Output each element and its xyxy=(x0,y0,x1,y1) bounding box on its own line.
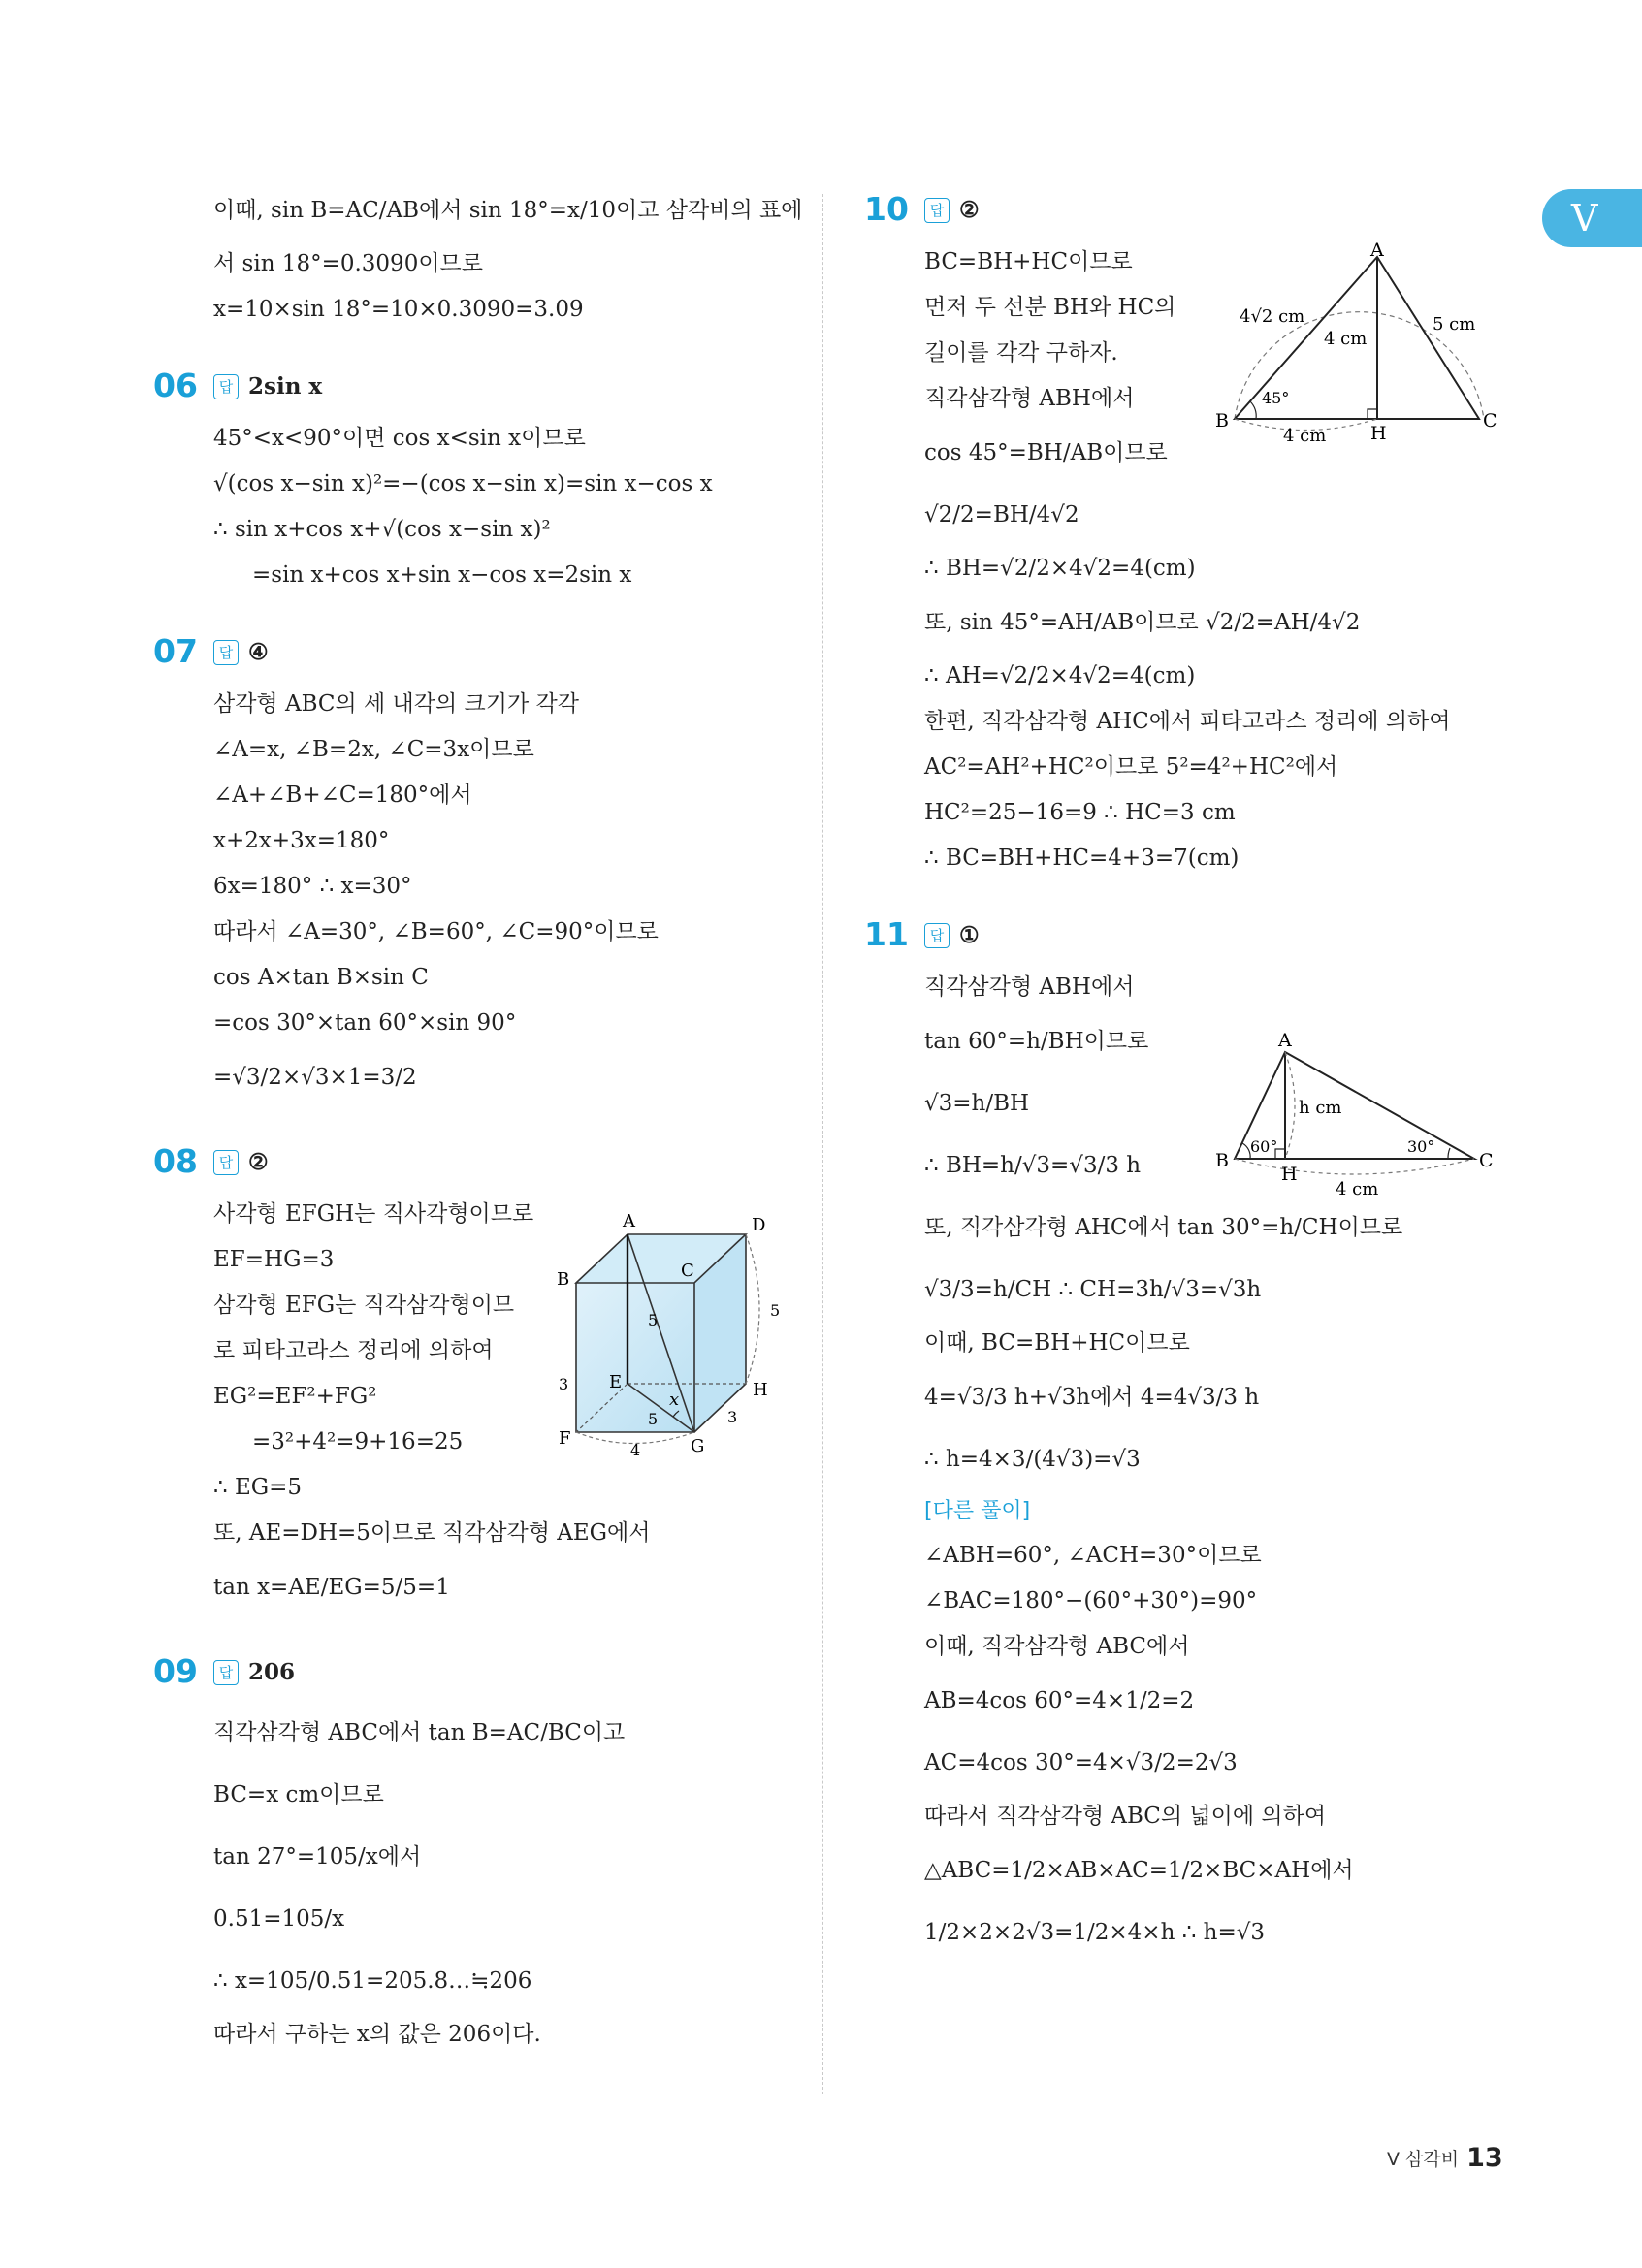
problem-07-header xyxy=(153,622,795,682)
solution-line: ∴ BH=√2/2×4√2=4(cm) xyxy=(924,556,1196,581)
answer-value: ② xyxy=(248,1149,269,1175)
solution-line: 삼각형 ABC의 세 내각의 크기가 각각 xyxy=(213,691,579,717)
problem-09-header xyxy=(153,1642,795,1702)
intro-line: 서 sin 18°=0.3090이므로 xyxy=(213,251,483,276)
solution-line: 45°<x<90°이면 cos x<sin x이므로 xyxy=(213,426,586,451)
solution-line: 길이를 각각 구하자. xyxy=(924,340,1118,366)
intro-line: x=10×sin 18°=10×0.3090=3.09 xyxy=(213,297,584,322)
solution-line: tan 60°=h/BH이므로 xyxy=(924,1029,1149,1054)
intro-line: 이때, sin B=AC/AB에서 sin 18°=x/10이고 삼각비의 표에 xyxy=(213,198,803,223)
solution-line: 또, sin 45°=AH/AB이므로 √2/2=AH/4√2 xyxy=(924,610,1361,635)
label-vertex-h: H xyxy=(1281,1164,1298,1185)
footer-page-number: 13 xyxy=(1466,2143,1503,2173)
triangle-figure-11 xyxy=(1207,1023,1498,1207)
label-length-fg: 4 xyxy=(630,1441,641,1459)
solution-line: AB=4cos 60°=4×1/2=2 xyxy=(924,1688,1195,1713)
label-side-ah: 4 cm xyxy=(1324,329,1368,349)
solution-line: 사각형 EFGH는 직사각형이므로 xyxy=(213,1201,534,1227)
answer-value: ② xyxy=(959,197,980,223)
solution-line: △ABC=1/2×AB×AC=1/2×BC×AH에서 xyxy=(924,1858,1354,1883)
label-vertex-a: A xyxy=(623,1211,635,1231)
problem-number: 06 xyxy=(153,367,198,404)
ah-brace xyxy=(1285,1052,1295,1159)
dh-brace xyxy=(746,1234,759,1384)
solution-line: 0.51=105/x xyxy=(213,1906,345,1932)
label-vertex-a: A xyxy=(1370,242,1384,261)
solution-line: ∴ sin x+cos x+√(cos x−sin x)² xyxy=(213,517,551,542)
solution-line: cos A×tan B×sin C xyxy=(213,965,429,990)
answer-badge: 답 xyxy=(213,640,239,665)
label-side-ab: 4√2 cm xyxy=(1240,306,1305,327)
problem-10-header xyxy=(864,179,1477,240)
solution-line: HC²=25−16=9 ∴ HC=3 cm xyxy=(924,800,1236,825)
solution-line: x+2x+3x=180° xyxy=(213,828,390,853)
solution-line: BC=BH+HC이므로 xyxy=(924,249,1133,274)
solution-line: tan 27°=105/x에서 xyxy=(213,1844,422,1869)
label-length-ag: 5 xyxy=(648,1311,659,1329)
solution-line: =3²+4²=9+16=25 xyxy=(252,1429,464,1454)
solution-line: 로 피타고라스 정리에 의하여 xyxy=(213,1338,494,1363)
angle-b-arc xyxy=(1242,1143,1250,1159)
label-vertex-b: B xyxy=(557,1269,570,1290)
label-length-ef: 3 xyxy=(559,1375,569,1393)
solution-line: 이때, 직각삼각형 ABC에서 xyxy=(924,1634,1190,1659)
answer-value: ④ xyxy=(248,639,269,665)
angle-b-arc xyxy=(1250,401,1256,419)
label-vertex-f: F xyxy=(559,1428,571,1449)
column-divider xyxy=(822,194,823,2094)
problem-number: 11 xyxy=(864,915,909,953)
solution-line: ∠BAC=180°−(60°+30°)=90° xyxy=(924,1588,1258,1613)
solution-line: 삼각형 EFG는 직각삼각형이므 xyxy=(213,1293,515,1318)
solution-line: cos 45°=BH/AB이므로 xyxy=(924,440,1168,465)
solution-line: 따라서 ∠A=30°, ∠B=60°, ∠C=90°이므로 xyxy=(213,919,659,944)
label-angle-c: 30° xyxy=(1407,1137,1435,1156)
solution-line: ∴ BC=BH+HC=4+3=7(cm) xyxy=(924,846,1240,871)
solution-line: 또, AE=DH=5이므로 직각삼각형 AEG에서 xyxy=(213,1520,651,1546)
solution-line: 한편, 직각삼각형 AHC에서 피타고라스 정리에 의하여 xyxy=(924,709,1451,734)
solution-line: √3=h/BH xyxy=(924,1091,1030,1116)
box-figure-08 xyxy=(555,1207,802,1464)
solution-line: EF=HG=3 xyxy=(213,1247,335,1272)
solution-line: ∠A+∠B+∠C=180°에서 xyxy=(213,783,472,808)
label-side-bc: 4 cm xyxy=(1336,1179,1379,1199)
label-length-gh: 3 xyxy=(727,1408,738,1426)
chapter-tab xyxy=(1542,189,1642,247)
solution-line: 1/2×2×2√3=1/2×4×h ∴ h=√3 xyxy=(924,1920,1266,1945)
answer-value: 2sin x xyxy=(248,373,323,399)
answer-badge: 답 xyxy=(924,198,950,223)
label-vertex-g: G xyxy=(691,1436,705,1456)
footer-chapter-label: Ⅴ 삼각비 xyxy=(1387,2149,1460,2170)
problem-08-header xyxy=(153,1132,795,1192)
label-angle-b: 45° xyxy=(1262,389,1290,407)
page-footer xyxy=(1387,2143,1503,2173)
solution-line: ∴ EG=5 xyxy=(213,1475,303,1500)
label-vertex-b: B xyxy=(1215,410,1229,431)
label-vertex-e: E xyxy=(609,1372,623,1392)
solution-line: 이때, BC=BH+HC이므로 xyxy=(924,1330,1190,1356)
solution-line: EG²=EF²+FG² xyxy=(213,1384,377,1409)
label-side-ac: 5 cm xyxy=(1433,314,1476,335)
solution-line: 직각삼각형 ABC에서 tan B=AC/BC이고 xyxy=(213,1720,626,1745)
solution-line: 따라서 구하는 x의 값은 206이다. xyxy=(213,2022,541,2047)
label-vertex-b: B xyxy=(1215,1150,1229,1171)
solution-line: 직각삼각형 ABH에서 xyxy=(924,974,1135,1000)
label-vertex-c: C xyxy=(681,1261,694,1281)
label-length-eg: 5 xyxy=(648,1410,659,1428)
solution-line: AC=4cos 30°=4×√3/2=2√3 xyxy=(924,1750,1238,1775)
bc-brace xyxy=(1235,1159,1474,1174)
label-vertex-h: H xyxy=(753,1380,768,1400)
chapter-tab-label: V xyxy=(1571,197,1598,240)
solution-line: =cos 30°×tan 60°×sin 90° xyxy=(213,1010,517,1036)
solution-line: BC=x cm이므로 xyxy=(213,1782,384,1807)
solution-line: 4=√3/3 h+√3h에서 4=4√3/3 h xyxy=(924,1385,1260,1410)
answer-badge: 답 xyxy=(213,374,239,399)
answer-value: 206 xyxy=(248,1659,296,1685)
label-vertex-d: D xyxy=(752,1215,766,1235)
answer-badge: 답 xyxy=(213,1660,239,1685)
solution-line: 따라서 직각삼각형 ABC의 넓이에 의하여 xyxy=(924,1804,1327,1829)
problem-11-header xyxy=(864,905,1477,965)
answer-value: ① xyxy=(959,922,980,948)
label-angle-x: x xyxy=(669,1390,680,1410)
label-vertex-h: H xyxy=(1370,423,1387,444)
solution-line: ∴ AH=√2/2×4√2=4(cm) xyxy=(924,663,1196,688)
label-side-bh: 4 cm xyxy=(1283,426,1327,446)
solution-line: ∴ x=105/0.51=205.8…≒206 xyxy=(213,1968,532,1994)
solution-line: AC²=AH²+HC²이므로 5²=4²+HC²에서 xyxy=(924,754,1338,780)
problem-number: 08 xyxy=(153,1142,198,1180)
solution-line: 6x=180° ∴ x=30° xyxy=(213,874,412,899)
solution-line: =√3/2×√3×1=3/2 xyxy=(213,1065,417,1090)
solution-line: 먼저 두 선분 BH와 HC의 xyxy=(924,295,1176,320)
problem-number: 10 xyxy=(864,190,909,228)
angle-c-arc xyxy=(1448,1148,1450,1159)
label-side-ah: h cm xyxy=(1299,1098,1342,1118)
solution-line: √2/2=BH/4√2 xyxy=(924,502,1079,527)
alternate-solution-label: [다른 풀이] xyxy=(924,1499,1031,1523)
label-vertex-a: A xyxy=(1278,1030,1292,1051)
label-vertex-c: C xyxy=(1483,410,1497,431)
solution-line: √3/3=h/CH ∴ CH=3h/√3=√3h xyxy=(924,1277,1262,1302)
label-vertex-c: C xyxy=(1479,1150,1494,1171)
problem-06-header xyxy=(153,356,795,416)
solution-line: ∠ABH=60°, ∠ACH=30°이므로 xyxy=(924,1543,1262,1568)
label-length-dh: 5 xyxy=(770,1301,781,1320)
triangle-figure-10 xyxy=(1207,242,1498,446)
solution-line: tan x=AE/EG=5/5=1 xyxy=(213,1575,450,1600)
solution-line: 또, 직각삼각형 AHC에서 tan 30°=h/CH이므로 xyxy=(924,1215,1403,1240)
solution-line: =sin x+cos x+sin x−cos x=2sin x xyxy=(252,562,632,588)
left-column xyxy=(153,179,803,2058)
solution-line: √(cos x−sin x)²=−(cos x−sin x)=sin x−cos x xyxy=(213,471,713,496)
answer-badge: 답 xyxy=(213,1150,239,1175)
label-angle-b: 60° xyxy=(1250,1137,1278,1156)
answer-badge: 답 xyxy=(924,923,950,948)
problem-number: 09 xyxy=(153,1652,198,1690)
solution-line: ∴ h=4×3/(4√3)=√3 xyxy=(924,1447,1141,1472)
solution-line: 직각삼각형 ABH에서 xyxy=(924,386,1135,411)
right-angle-mark xyxy=(1368,409,1377,419)
solution-line: ∴ BH=h/√3=√3/3 h xyxy=(924,1153,1142,1178)
solution-line: ∠A=x, ∠B=2x, ∠C=3x이므로 xyxy=(213,737,534,762)
problem-number: 07 xyxy=(153,632,198,670)
